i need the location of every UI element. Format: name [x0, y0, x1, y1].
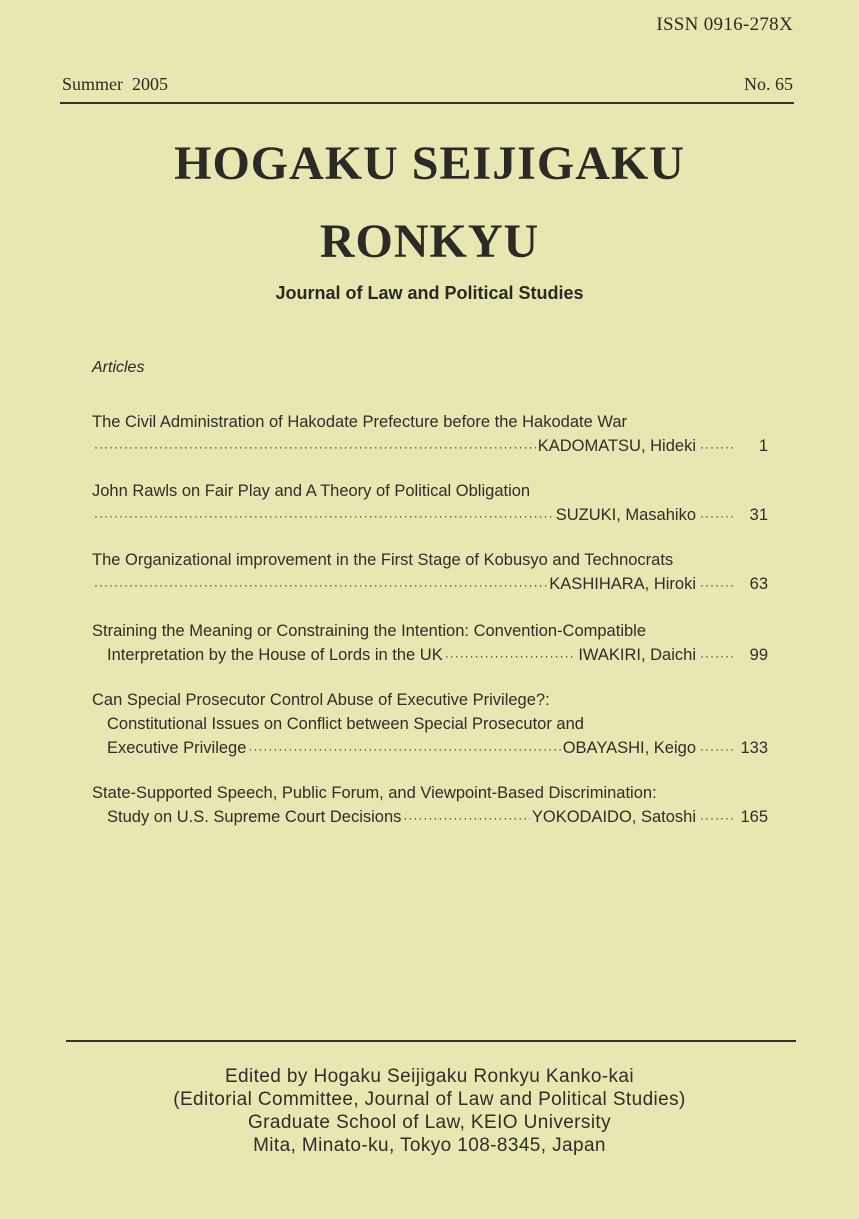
- article-author: OBAYASHI, Keigo: [562, 739, 696, 757]
- leader-dots: [700, 644, 734, 668]
- article-title-last-line: Study on U.S. Supreme Court Decisions: [107, 808, 402, 826]
- article-author: YOKODAIDO, Satoshi: [531, 808, 696, 826]
- article-title-line: John Rawls on Fair Play and A Theory of Political Obligation: [92, 482, 531, 500]
- section-label-articles: Articles: [92, 359, 145, 376]
- article-author-row: [92, 434, 768, 458]
- article-title-line: Straining the Meaning or Constraining the Intention: Convention-Compatible: [92, 622, 646, 640]
- publisher-line-2: (Editorial Committee, Journal of Law and Political Studies): [173, 1089, 686, 1110]
- toc-entry: [92, 548, 768, 596]
- journal-subtitle: Journal of Law and Political Studies: [275, 283, 584, 303]
- article-author: IWAKIRI, Daichi: [578, 646, 696, 664]
- leader-dots: [94, 573, 547, 597]
- article-page: 63: [749, 575, 768, 593]
- issn-number: ISSN 0916-278X: [656, 14, 793, 35]
- article-author-row: [92, 572, 768, 596]
- article-author-row: [92, 643, 768, 667]
- article-author: KADOMATSU, Hideki: [537, 437, 696, 455]
- toc-entry: [92, 688, 768, 760]
- article-title-line: The Civil Administration of Hakodate Prefecture before the Hakodate War: [92, 413, 627, 431]
- top-divider: [60, 102, 794, 104]
- publisher-line-3: Graduate School of Law, KEIO University: [247, 1112, 612, 1133]
- publisher-line-1: Edited by Hogaku Seijigaku Ronkyu Kanko-kai: [224, 1066, 635, 1087]
- leader-dots: [700, 737, 734, 761]
- publisher-line-4: Mita, Minato-ku, Tokyo 108-8345, Japan: [253, 1135, 606, 1156]
- leader-dots: [445, 644, 577, 668]
- article-title-last-line: Executive Privilege: [107, 739, 247, 757]
- leader-dots: [94, 435, 536, 459]
- leader-dots: [403, 806, 529, 830]
- article-title-line: State-Supported Speech, Public Forum, and Viewpoint-Based Discrimination:: [92, 784, 657, 802]
- issue-season: Summer 2005: [62, 74, 168, 94]
- journal-title-line-1: HOGAKU SEIJIGAKU: [174, 137, 685, 190]
- article-author-row: [92, 736, 768, 760]
- article-page: 1: [758, 437, 768, 455]
- leader-dots: [700, 573, 734, 597]
- article-author-row: [92, 503, 768, 527]
- article-page: 31: [749, 506, 768, 524]
- article-author: KASHIHARA, Hiroki: [549, 575, 696, 593]
- leader-dots: [700, 504, 734, 528]
- leader-dots: [94, 504, 554, 528]
- article-page: 165: [740, 808, 768, 826]
- article-title-last-line: Interpretation by the House of Lords in the UK: [107, 646, 443, 664]
- article-title-line: The Organizational improvement in the First Stage of Kobusyo and Technocrats: [92, 551, 674, 569]
- leader-dots: [700, 435, 734, 459]
- article-author-row: [92, 805, 768, 829]
- article-title-line: Constitutional Issues on Conflict between Special Prosecutor and: [107, 715, 584, 733]
- leader-dots: [248, 737, 560, 761]
- toc-entry: [92, 410, 768, 458]
- article-author: SUZUKI, Masahiko: [555, 506, 696, 524]
- article-title-line: Can Special Prosecutor Control Abuse of Executive Privilege?:: [92, 691, 550, 709]
- toc-entry: [92, 781, 768, 829]
- bottom-divider: [66, 1040, 796, 1042]
- leader-dots: [700, 806, 734, 830]
- toc-entry: [92, 479, 768, 527]
- journal-title-line-2: RONKYU: [319, 215, 540, 268]
- article-page: 99: [749, 646, 768, 664]
- article-page: 133: [740, 739, 768, 757]
- issue-number: No. 65: [744, 74, 793, 94]
- toc-entry: [92, 619, 768, 667]
